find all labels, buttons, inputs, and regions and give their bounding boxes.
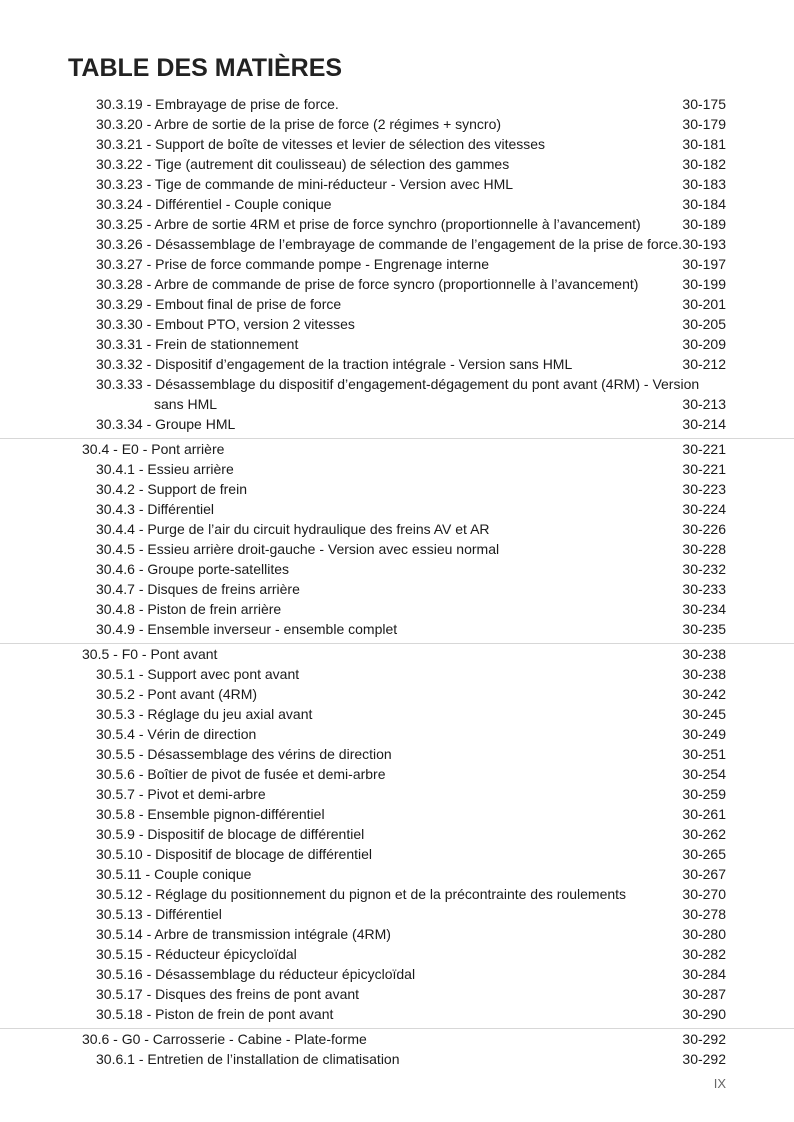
- toc-entry-title: 30.5.10 - Dispositif de blocage de différentiel: [96, 846, 373, 862]
- toc-entry-title: 30.4.3 - Différentiel: [96, 501, 215, 517]
- toc-entry-title: 30.3.29 - Embout final de prise de force: [96, 296, 342, 312]
- toc-entry-page: 30-292: [682, 1031, 726, 1047]
- toc-entry-page: 30-223: [682, 481, 726, 497]
- toc-entry[interactable]: [0, 559, 794, 579]
- toc-entry-title: 30.3.28 - Arbre de commande de prise de force syncro (proportionnelle à l’avancement): [96, 276, 639, 292]
- toc-entry-title: 30.4.4 - Purge de l’air du circuit hydraulique des freins AV et AR: [96, 521, 490, 537]
- toc-entry-page: 30-221: [682, 461, 726, 477]
- toc-entry[interactable]: [0, 354, 794, 374]
- toc-entry-page: 30-251: [682, 746, 726, 762]
- toc-entry-page: 30-232: [682, 561, 726, 577]
- toc-entry-page: 30-199: [682, 276, 726, 292]
- toc-entry-title: 30.5.2 - Pont avant (4RM): [96, 686, 258, 702]
- toc-entry[interactable]: [0, 884, 794, 904]
- toc-entry-page: 30-209: [682, 336, 726, 352]
- toc-entry-title: 30.3.31 - Frein de stationnement: [96, 336, 299, 352]
- toc-entry-page: 30-184: [682, 196, 726, 212]
- toc-entry-page: 30-193: [682, 236, 726, 252]
- toc-entry-title: 30.5.1 - Support avec pont avant: [96, 666, 300, 682]
- toc-entry-page: 30-254: [682, 766, 726, 782]
- toc-entry-page: 30-278: [682, 906, 726, 922]
- toc-entry[interactable]: [0, 619, 794, 639]
- toc-entry-page: 30-262: [682, 826, 726, 842]
- toc-entry[interactable]: [0, 984, 794, 1004]
- toc-entry-continuation[interactable]: [0, 394, 794, 414]
- toc-section-entry[interactable]: [0, 1028, 794, 1049]
- toc-entry-title: 30.3.27 - Prise de force commande pompe - Engrenage interne: [96, 256, 490, 272]
- toc-entry-page: 30-238: [682, 666, 726, 682]
- toc-entry-page: 30-282: [682, 946, 726, 962]
- toc-entry-title: 30.3.19 - Embrayage de prise de force.: [96, 96, 339, 112]
- toc-entry-page: 30-226: [682, 521, 726, 537]
- toc-entry-title: 30.3.21 - Support de boîte de vitesses et levier de sélection des vitesses: [96, 136, 546, 152]
- toc-entry[interactable]: [0, 134, 794, 154]
- toc-entry-page: 30-233: [682, 581, 726, 597]
- toc-entry-page: 30-261: [682, 806, 726, 822]
- toc-entry[interactable]: [0, 784, 794, 804]
- toc-entry-page: 30-245: [682, 706, 726, 722]
- toc-entry[interactable]: [0, 294, 794, 314]
- toc-entry-page: 30-201: [682, 296, 726, 312]
- toc-entry-title: 30.4.1 - Essieu arrière: [96, 461, 234, 477]
- toc-entry-title: 30.3.34 - Groupe HML: [96, 416, 236, 432]
- toc-entry-title: 30.4.5 - Essieu arrière droit-gauche - Version avec essieu normal: [96, 541, 500, 557]
- toc-section-entry[interactable]: [0, 438, 794, 459]
- toc-entry[interactable]: [0, 539, 794, 559]
- toc-entry-title: 30.5.7 - Pivot et demi-arbre: [96, 786, 266, 802]
- toc-entry[interactable]: [0, 964, 794, 984]
- toc-entry[interactable]: [0, 944, 794, 964]
- toc-entry-page: 30-181: [682, 136, 726, 152]
- toc-entry-title: 30.4.8 - Piston de frein arrière: [96, 601, 282, 617]
- toc-entry[interactable]: [0, 664, 794, 684]
- toc-entry[interactable]: [0, 764, 794, 784]
- toc-entry-page: 30-267: [682, 866, 726, 882]
- toc-entry-page: 30-197: [682, 256, 726, 272]
- toc-entry-title: 30.5.13 - Différentiel: [96, 906, 222, 922]
- toc-entry-title: 30.6.1 - Entretien de l’installation de climatisation: [96, 1051, 400, 1067]
- toc-entry[interactable]: [0, 844, 794, 864]
- toc-entry-page: 30-242: [682, 686, 726, 702]
- toc-entry-title: 30.3.22 - Tige (autrement dit coulisseau) de sélection des gammes: [96, 156, 510, 172]
- toc-entry[interactable]: [0, 924, 794, 944]
- toc-entry[interactable]: [0, 499, 794, 519]
- toc-entry[interactable]: [0, 1049, 794, 1069]
- toc-entry[interactable]: [0, 459, 794, 479]
- toc-entry-page: 30-213: [682, 396, 726, 412]
- toc-entry-page: 30-175: [682, 96, 726, 112]
- toc-entry[interactable]: [0, 334, 794, 354]
- toc-entry-page: 30-284: [682, 966, 726, 982]
- toc-entry-title: 30.3.25 - Arbre de sortie 4RM et prise de force synchro (proportionnelle à l’avancement): [96, 216, 641, 232]
- toc-entry-title: 30.5.9 - Dispositif de blocage de différentiel: [96, 826, 365, 842]
- toc-entry[interactable]: [0, 579, 794, 599]
- toc-entry[interactable]: [0, 744, 794, 764]
- toc-entry-title: 30.3.33 - Désassemblage du dispositif d’engagement-dégagement du pont avant (4RM) - Version: [96, 376, 700, 392]
- toc-entry-page: 30-189: [682, 216, 726, 232]
- toc-entry-title: 30.5.14 - Arbre de transmission intégrale (4RM): [96, 926, 391, 942]
- toc-entry[interactable]: [0, 519, 794, 539]
- toc-section-entry[interactable]: [0, 643, 794, 664]
- toc-entry-page: 30-234: [682, 601, 726, 617]
- toc-entry-page: 30-235: [682, 621, 726, 637]
- toc-entry-page: 30-183: [682, 176, 726, 192]
- toc-entry-title: 30.4 - E0 - Pont arrière: [82, 441, 225, 457]
- toc-entry-title: 30.5.5 - Désassemblage des vérins de direction: [96, 746, 392, 762]
- toc-entry-page: 30-270: [682, 886, 726, 902]
- toc-entry-title: 30.5.11 - Couple conique: [96, 866, 252, 882]
- toc-entry[interactable]: [0, 864, 794, 884]
- toc-entry[interactable]: [0, 314, 794, 334]
- toc-entry-title: 30.5.16 - Désassemblage du réducteur épicycloïdal: [96, 966, 416, 982]
- toc-entry-title: 30.3.23 - Tige de commande de mini-réducteur - Version avec HML: [96, 176, 514, 192]
- toc-entry[interactable]: [0, 274, 794, 294]
- toc-entry-title: 30.5.3 - Réglage du jeu axial avant: [96, 706, 313, 722]
- toc-entry-title: 30.4.2 - Support de frein: [96, 481, 247, 497]
- toc-entry-page: 30-182: [682, 156, 726, 172]
- toc-entry[interactable]: [0, 1004, 794, 1024]
- toc-entry-title: 30.5.17 - Disques des freins de pont avant: [96, 986, 360, 1002]
- toc-entry-page: 30-280: [682, 926, 726, 942]
- toc-entry[interactable]: [0, 374, 794, 394]
- toc-entry[interactable]: [0, 214, 794, 234]
- toc-entry-title: 30.3.24 - Différentiel - Couple conique: [96, 196, 332, 212]
- toc-entry[interactable]: [0, 414, 794, 434]
- toc-entry-page: 30-287: [682, 986, 726, 1002]
- toc-entry[interactable]: [0, 824, 794, 844]
- toc-entry-page: 30-265: [682, 846, 726, 862]
- toc-entry-page: 30-224: [682, 501, 726, 517]
- toc-entry-page: 30-221: [682, 441, 726, 457]
- toc-entry[interactable]: [0, 194, 794, 214]
- toc-entry-title: 30.3.32 - Dispositif d’engagement de la traction intégrale - Version sans HML: [96, 356, 573, 372]
- toc-entry-title: 30.3.30 - Embout PTO, version 2 vitesses: [96, 316, 355, 332]
- toc-entry-page: 30-179: [682, 116, 726, 132]
- toc-entry-title: 30.4.9 - Ensemble inverseur - ensemble complet: [96, 621, 398, 637]
- toc-entry[interactable]: [0, 724, 794, 744]
- toc-entry-title: 30.5.12 - Réglage du positionnement du pignon et de la précontrainte des roulements: [96, 886, 627, 902]
- toc-entry[interactable]: [0, 254, 794, 274]
- table-of-contents: [0, 94, 794, 1069]
- toc-entry-title: 30.5.4 - Vérin de direction: [96, 726, 257, 742]
- page-title: TABLE DES MATIÈRES: [68, 54, 343, 82]
- toc-entry-title: 30.3.26 - Désassemblage de l’embrayage de commande de l’engagement de la prise de force.: [96, 236, 683, 252]
- toc-entry-page: 30-249: [682, 726, 726, 742]
- toc-entry[interactable]: [0, 154, 794, 174]
- toc-entry-title: 30.5.18 - Piston de frein de pont avant: [96, 1006, 334, 1022]
- toc-entry[interactable]: [0, 904, 794, 924]
- toc-entry-page: 30-212: [682, 356, 726, 372]
- toc-entry-title: 30.4.7 - Disques de freins arrière: [96, 581, 300, 597]
- toc-entry-title: sans HML: [154, 396, 218, 412]
- toc-entry[interactable]: [0, 94, 794, 114]
- toc-entry-page: 30-228: [682, 541, 726, 557]
- toc-entry-title: 30.5 - F0 - Pont avant: [82, 646, 218, 662]
- toc-entry[interactable]: [0, 174, 794, 194]
- toc-entry-title: 30.5.8 - Ensemble pignon-différentiel: [96, 806, 325, 822]
- toc-entry[interactable]: [0, 599, 794, 619]
- toc-entry-page: 30-292: [682, 1051, 726, 1067]
- toc-entry-page: 30-290: [682, 1006, 726, 1022]
- toc-entry[interactable]: [0, 114, 794, 134]
- toc-entry[interactable]: [0, 684, 794, 704]
- toc-entry[interactable]: [0, 234, 794, 254]
- toc-entry[interactable]: [0, 479, 794, 499]
- toc-entry-title: 30.4.6 - Groupe porte-satellites: [96, 561, 289, 577]
- toc-entry[interactable]: [0, 704, 794, 724]
- toc-entry-title: 30.5.15 - Réducteur épicycloïdal: [96, 946, 297, 962]
- toc-entry-page: 30-259: [682, 786, 726, 802]
- toc-entry[interactable]: [0, 804, 794, 824]
- toc-entry-title: 30.3.20 - Arbre de sortie de la prise de force (2 régimes + syncro): [96, 116, 502, 132]
- toc-entry-page: 30-238: [682, 646, 726, 662]
- toc-entry-title: 30.6 - G0 - Carrosserie - Cabine - Plate-forme: [82, 1031, 367, 1047]
- toc-entry-title: 30.5.6 - Boîtier de pivot de fusée et demi-arbre: [96, 766, 386, 782]
- page-number: IX: [713, 1076, 726, 1091]
- toc-entry-page: 30-205: [682, 316, 726, 332]
- toc-entry-page: 30-214: [682, 416, 726, 432]
